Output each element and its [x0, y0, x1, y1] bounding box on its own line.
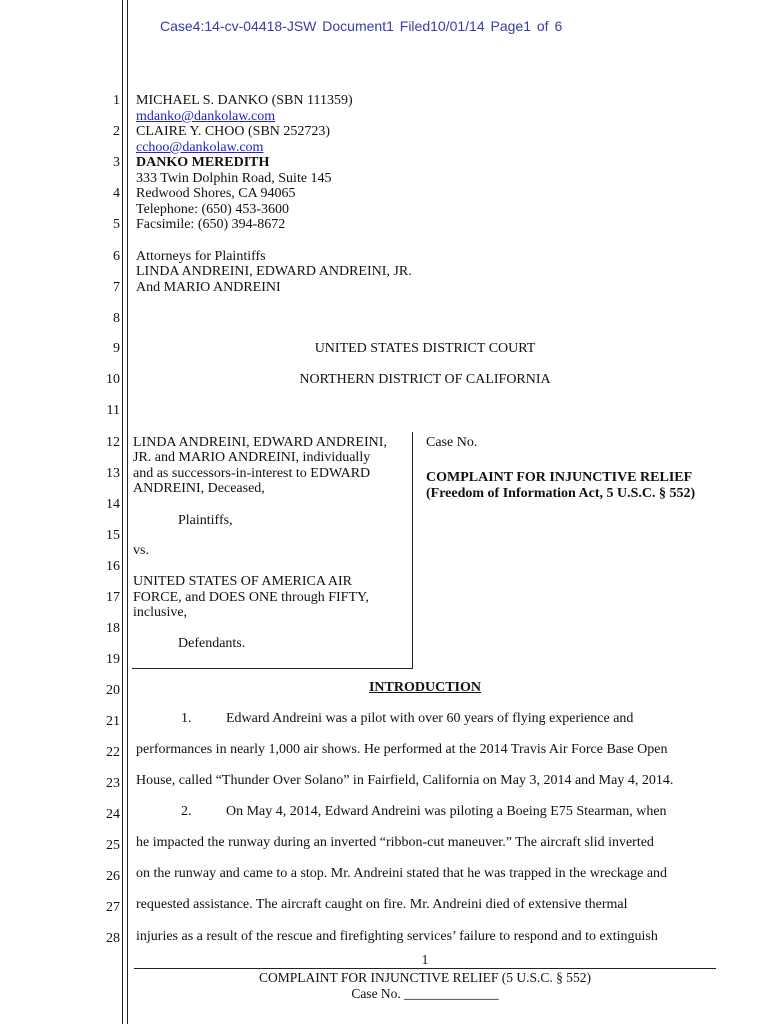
email-link[interactable]: cchoo@dankolaw.com	[136, 140, 264, 155]
line-number: 19	[106, 652, 120, 667]
paragraph-line: Edward Andreini was a pilot with over 60 years of flying experience and	[226, 711, 634, 726]
line-number: 1	[113, 93, 120, 108]
firm-name: DANKO MEREDITH	[136, 155, 270, 170]
paragraph-line: injuries as a result of the rescue and firefighting services’ failure to respond and to extinguish	[136, 929, 658, 944]
paragraph-line: on the runway and came to a stop. Mr. Andreini stated that he was trapped in the wreckage and	[136, 866, 668, 881]
plaintiffs-label: Plaintiffs,	[178, 513, 233, 528]
paragraph-line: performances in nearly 1,000 air shows. He performed at the 2014 Travis Air Force Base Open	[136, 742, 668, 757]
complaint-subtitle: (Freedom of Information Act, 5 U.S.C. § 552)	[426, 486, 696, 501]
line-number: 27	[106, 900, 120, 915]
line-number: 12	[106, 435, 120, 450]
line-number: 16	[106, 559, 120, 574]
defendants-label: Defendants.	[178, 636, 246, 651]
line-number: 17	[106, 590, 120, 605]
line-number: 21	[106, 714, 120, 729]
case-number-label: Case No.	[426, 435, 478, 450]
facsimile: Facsimile: (650) 394-8672	[136, 217, 286, 232]
line-number: 24	[106, 807, 120, 822]
defendant-line: FORCE, and DOES ONE through FIFTY,	[133, 590, 369, 605]
left-margin-rule-inner	[127, 0, 128, 1024]
line-number: 25	[106, 838, 120, 853]
footer-title: COMPLAINT FOR INJUNCTIVE RELIEF (5 U.S.C. § 552)	[258, 970, 591, 985]
line-number: 28	[106, 931, 120, 946]
left-margin-rule-outer	[122, 0, 123, 1024]
defendant-line: UNITED STATES OF AMERICA AIR	[133, 574, 353, 589]
attorneys-for: LINDA ANDREINI, EDWARD ANDREINI, JR.	[136, 264, 412, 279]
line-number: 14	[106, 497, 120, 512]
line-number: 7	[113, 280, 120, 295]
address-line: Redwood Shores, CA 94065	[136, 186, 296, 201]
line-number: 18	[106, 621, 120, 636]
footer-rule	[134, 968, 716, 969]
line-number: 9	[113, 341, 120, 356]
line-number: 5	[113, 217, 120, 232]
email-link[interactable]: mdanko@dankolaw.com	[136, 109, 276, 124]
plaintiff-line: and as successors-in-interest to EDWARD	[133, 466, 371, 481]
paragraph-line: he impacted the runway during an inverted “ribbon-cut maneuver.” The aircraft slid inverted	[136, 835, 654, 850]
line-number: 20	[106, 683, 120, 698]
line-number: 8	[113, 311, 120, 326]
page-number: 1	[421, 952, 429, 967]
counsel-line: CLAIRE Y. CHOO (SBN 252723)	[136, 124, 331, 139]
court-district: NORTHERN DISTRICT OF CALIFORNIA	[299, 372, 551, 387]
attorneys-for: And MARIO ANDREINI	[136, 280, 281, 295]
court-name: UNITED STATES DISTRICT COURT	[314, 341, 536, 356]
line-number: 22	[106, 745, 120, 760]
footer-case-number: Case No. ______________	[351, 986, 499, 1001]
line-number: 26	[106, 869, 120, 884]
complaint-title: COMPLAINT FOR INJUNCTIVE RELIEF	[426, 470, 693, 485]
section-heading: INTRODUCTION	[368, 680, 481, 695]
versus: vs.	[133, 543, 149, 558]
line-number: 3	[113, 155, 120, 170]
paragraph-number: 2.	[181, 804, 192, 819]
paragraph-line: requested assistance. The aircraft caught on fire. Mr. Andreini died of extensive thermal	[136, 897, 628, 912]
plaintiff-line: JR. and MARIO ANDREINI, individually	[133, 450, 371, 465]
address-line: 333 Twin Dolphin Road, Suite 145	[136, 171, 332, 186]
attorneys-for: Attorneys for Plaintiffs	[136, 249, 266, 264]
paragraph-number: 1.	[181, 711, 192, 726]
line-number: 4	[113, 186, 120, 201]
counsel-line: MICHAEL S. DANKO (SBN 111359)	[136, 93, 353, 108]
defendant-line: inclusive,	[133, 605, 188, 620]
paragraph-line: On May 4, 2014, Edward Andreini was piloting a Boeing E75 Stearman, when	[226, 804, 667, 819]
line-number: 6	[113, 249, 120, 264]
ecf-header: Case4:14-cv-04418-JSW Document1 Filed10/01/14 Page1 of 6	[160, 18, 563, 34]
line-number: 2	[113, 124, 120, 139]
plaintiff-line: LINDA ANDREINI, EDWARD ANDREINI,	[133, 435, 387, 450]
line-number: 11	[106, 403, 120, 418]
line-number: 23	[106, 776, 120, 791]
line-number: 13	[106, 466, 120, 481]
line-number: 15	[106, 528, 120, 543]
telephone: Telephone: (650) 453-3600	[136, 202, 289, 217]
plaintiff-line: ANDREINI, Deceased,	[133, 481, 265, 496]
line-number: 10	[106, 372, 120, 387]
paragraph-line: House, called “Thunder Over Solano” in Fairfield, California on May 3, 2014 and May 4, 2014.	[136, 773, 674, 788]
